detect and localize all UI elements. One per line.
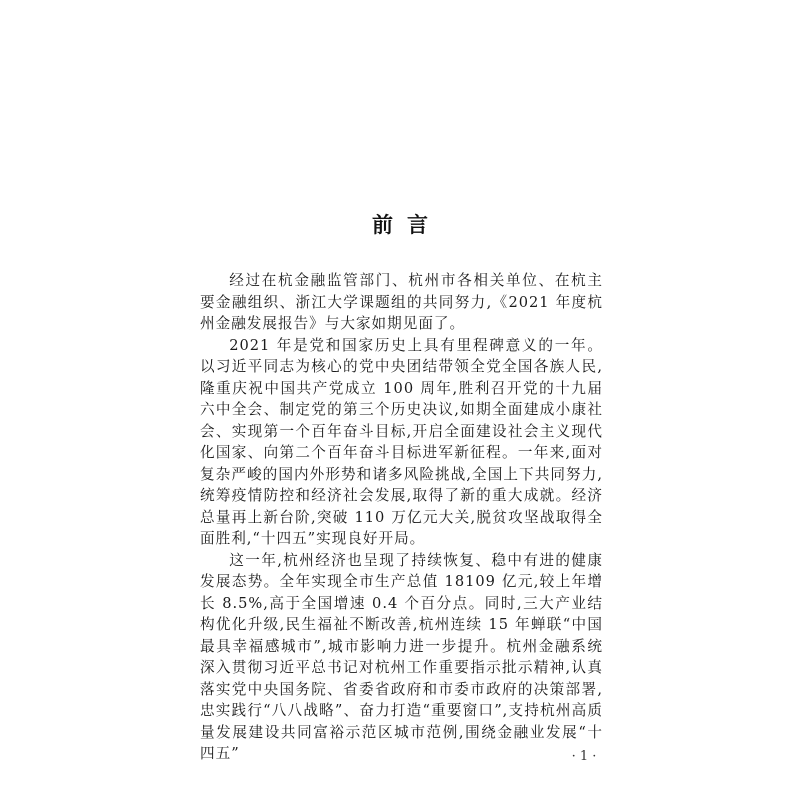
paragraph-2: 2021 年是党和国家历史上具有里程碑意义的一年。以习近平同志为核心的党中央团结带领全党全国各族人民,隆重庆祝中国共产党成立 100 周年,胜利召开党的十九届六中全会、制定党的第三个历史决议,如期全面建成小康社会、实现第一个百年奋斗目标,开启全面建设社会主义现代化国家、向第二个百年奋斗目标进军新征程。一年来,面对复杂严峻的国内外形势和诸多风险挑战,全国上下共同努力,统筹疫情防控和经济社会发展,取得了新的重大成就。经济总量再上新台阶,突破 110 万亿元大关,脱贫攻坚战取得全面胜利,“十四五”实现良好开局。: [200, 336, 603, 547]
paragraph-1: 经过在杭金融监管部门、杭州市各相关单位、在杭主要金融组织、浙江大学课题组的共同努力,《2021 年度杭州金融发展报告》与大家如期见面了。: [200, 272, 603, 332]
paragraph-3: 这一年,杭州经济也呈现了持续恢复、稳中有进的健康发展态势。全年实现全市生产总值 18109 亿元,较上年增长 8.5%,高于全国增速 0.4 个百分点。同时,三大产业结构优化升级,民生福祉不断改善,杭州连续 15 年蝉联“中国最具幸福感城市”,城市影响力进一步提升。杭州金融系统深入贯彻习近平总书记对杭州工作重要指示批示精神,认真落实党中央国务院、省委省政府和市委市政府的决策部署,忠实践行“八八战略”、奋力打造“重要窗口”,支持杭州高质量发展建设共同富裕示范区城市范例,围绕金融业发展“十四五”: [200, 551, 603, 762]
page-number: · 1 ·: [571, 749, 597, 764]
body-text: [200, 270, 603, 765]
page-title: 前言: [372, 213, 442, 238]
